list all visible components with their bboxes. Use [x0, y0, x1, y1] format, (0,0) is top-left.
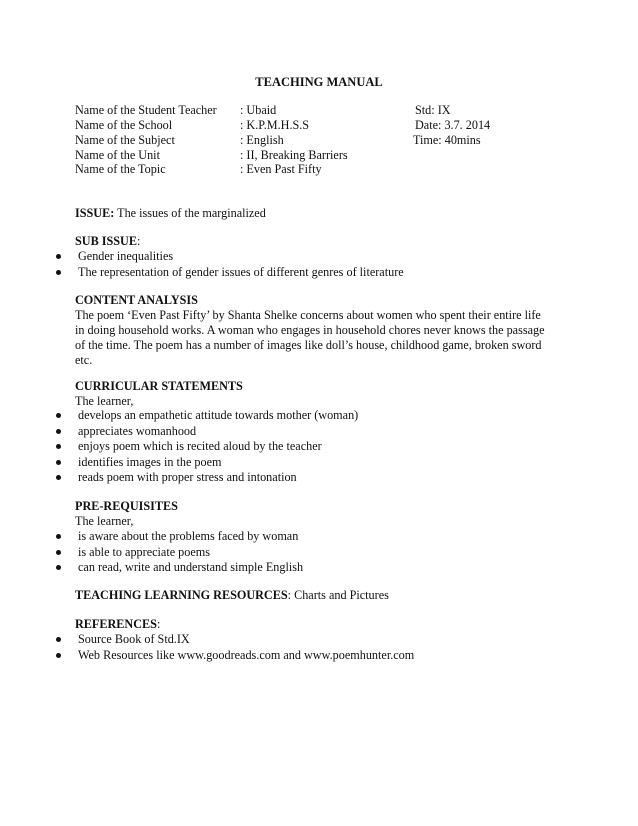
list-item-text: enjoys poem which is recited aloud by the teacher	[78, 439, 322, 453]
issue-text: The issues of the marginalized	[114, 206, 266, 220]
list-item	[54, 265, 574, 281]
header-label: Name of the School	[75, 118, 173, 132]
resources-heading: TEACHING LEARNING RESOURCES	[75, 588, 288, 602]
curricular-section	[75, 379, 575, 409]
bullet-icon	[56, 413, 61, 418]
list-item	[54, 439, 574, 455]
references-heading: REFERENCES	[75, 617, 157, 631]
sub-issue-colon: :	[137, 234, 141, 248]
header-value: : Even Past Fifty	[240, 162, 322, 176]
references-colon: :	[156, 617, 161, 631]
references-heading-line	[75, 617, 575, 632]
content-analysis-line: in doing household works. A woman who engages in household chores never knows the passage	[75, 323, 545, 337]
list-item	[54, 249, 574, 265]
list-item-text: appreciates womanhood	[78, 423, 197, 438]
header-row-unit	[75, 148, 575, 163]
curricular-heading: CURRICULAR STATEMENTS	[75, 379, 243, 393]
prerequisites-heading: PRE-REQUISITES	[75, 499, 178, 513]
list-item	[54, 560, 574, 576]
list-item	[54, 424, 574, 440]
bullet-icon	[56, 637, 61, 642]
list-item-text: Gender inequalities	[78, 249, 174, 263]
header-label: Name of the Unit	[75, 148, 160, 162]
header-value: : Ubaid	[240, 103, 277, 117]
list-item	[54, 545, 574, 561]
list-item-text: reads poem with proper stress and intonation	[78, 470, 297, 484]
list-item	[54, 455, 574, 471]
issue-section	[75, 206, 575, 221]
header-right: Time: 40mins	[413, 133, 481, 147]
bullet-icon	[56, 429, 61, 434]
content-analysis-heading: CONTENT ANALYSIS	[75, 293, 198, 307]
header-row-student-teacher	[75, 103, 575, 118]
content-analysis-line: The poem ‘Even Past Fifty’ by Shanta Shelke concerns about women who spent their entire life	[75, 308, 541, 322]
document-title: TEACHING MANUAL	[255, 75, 383, 89]
header-label: Name of the Topic	[75, 162, 166, 176]
prerequisites-section	[75, 499, 575, 529]
list-item-text: Source Book of Std.IX	[78, 632, 190, 646]
list-item-text: The representation of gender issues of different genres of literature	[78, 264, 404, 279]
curricular-list	[54, 408, 574, 486]
bullet-icon	[56, 270, 61, 275]
header-right: Date: 3.7. 2014	[415, 118, 491, 132]
list-item-text: is aware about the problems faced by woman	[78, 529, 299, 543]
list-item-text: develops an empathetic attitude towards mother (woman)	[78, 408, 359, 422]
references-list	[54, 632, 574, 663]
header-right: Std: IX	[415, 103, 451, 117]
sub-issue-heading: SUB ISSUE	[75, 234, 137, 248]
bullet-icon	[56, 444, 61, 449]
sub-issue-list	[54, 249, 574, 280]
bullet-icon	[56, 653, 61, 658]
bullet-icon	[56, 460, 61, 465]
prerequisites-intro: The learner,	[75, 514, 134, 528]
list-item	[54, 632, 574, 648]
header-label: Name of the Subject	[75, 133, 175, 147]
list-item-text: can read, write and understand simple English	[78, 560, 304, 574]
bullet-icon	[56, 475, 61, 480]
issue-heading: ISSUE:	[75, 206, 115, 220]
bullet-icon	[56, 534, 61, 539]
bullet-icon	[56, 565, 61, 570]
list-item-text: Web Resources like www.goodreads.com and www.poemhunter.com	[78, 647, 415, 662]
list-item-text: is able to appreciate poems	[78, 544, 210, 559]
list-item	[54, 408, 574, 424]
curricular-intro: The learner,	[75, 394, 134, 408]
sub-issue-heading-line	[75, 234, 575, 249]
header-value: : K.P.M.H.S.S	[240, 118, 310, 132]
header-row-school	[75, 118, 575, 133]
header-value: : II, Breaking Barriers	[240, 148, 348, 162]
bullet-icon	[56, 550, 61, 555]
list-item	[54, 529, 574, 545]
content-analysis-section	[75, 293, 575, 368]
header-label: Name of the Student Teacher	[75, 103, 217, 117]
content-analysis-line: of the time. The poem has a number of images like doll’s house, childhood game, broken sword	[75, 338, 542, 352]
list-item	[54, 648, 574, 664]
content-analysis-line: etc.	[75, 353, 93, 367]
list-item-text: identifies images in the poem	[78, 454, 222, 469]
bullet-icon	[56, 254, 61, 259]
resources-section	[75, 588, 575, 603]
list-item	[54, 470, 574, 486]
header-row-subject	[75, 133, 575, 148]
header-row-topic	[75, 162, 575, 177]
resources-text: : Charts and Pictures	[287, 588, 389, 602]
header-value: : English	[240, 133, 284, 147]
prerequisites-list	[54, 529, 574, 576]
